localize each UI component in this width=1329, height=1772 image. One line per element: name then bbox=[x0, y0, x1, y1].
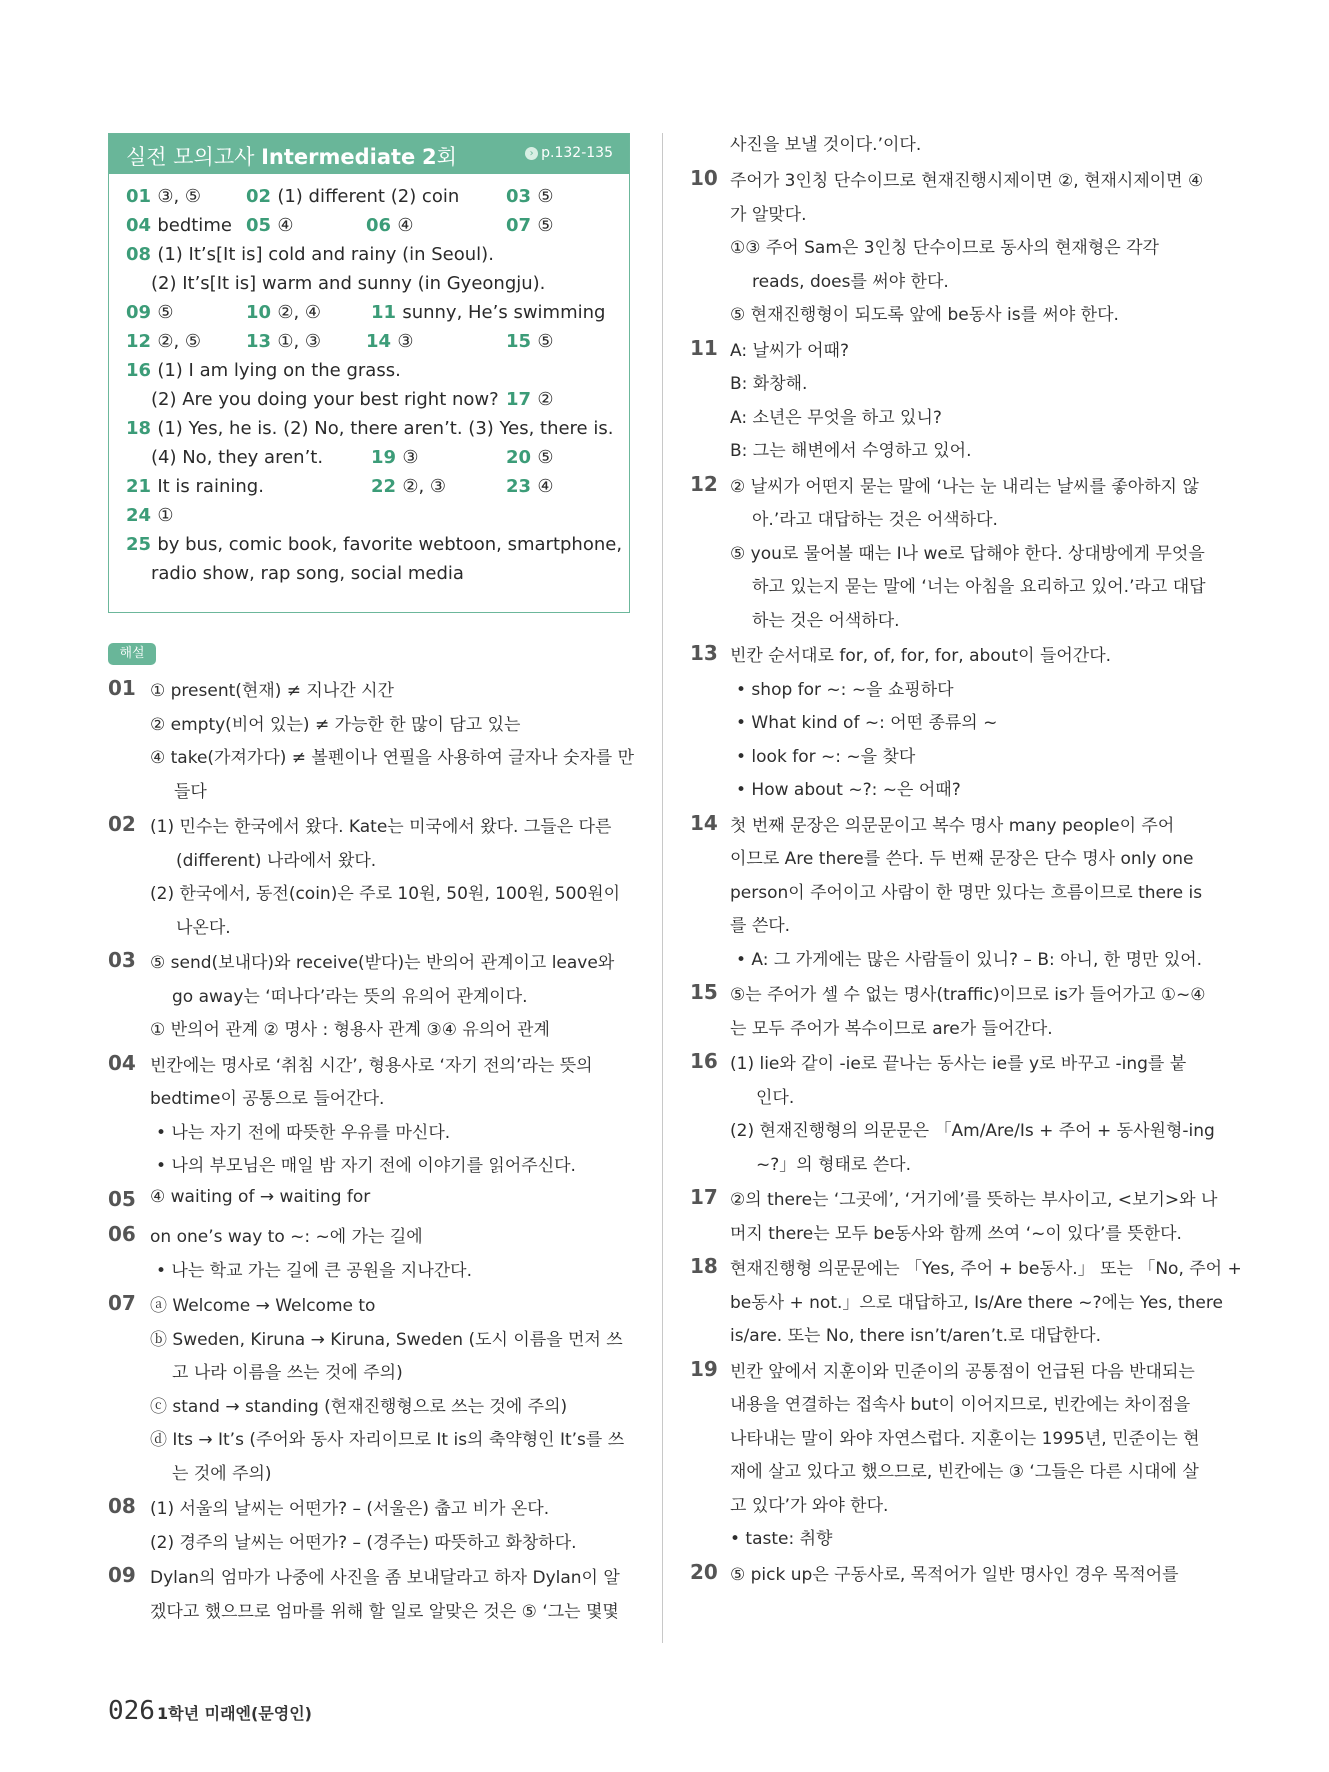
entry-line: 아.’라고 대답하는 것은 어색하다. bbox=[752, 510, 998, 530]
answer-text: ⑤ bbox=[537, 331, 554, 352]
answer-text: It is raining. bbox=[157, 476, 264, 497]
entry-number: 02 bbox=[108, 812, 136, 836]
answer-item bbox=[506, 215, 553, 236]
entry-line: ②의 there는 ‘그곳에’, ‘거기에’를 뜻하는 부사이고, <보기>와 나 bbox=[730, 1190, 1218, 1210]
entry-line: 는 것에 주의) bbox=[172, 1463, 272, 1484]
entry-number: 08 bbox=[108, 1494, 136, 1518]
entry-number: 18 bbox=[690, 1254, 718, 1278]
answer-number: 04 bbox=[126, 215, 158, 236]
answer-text: (1) Yes, he is. (2) No, there aren’t. (3) Yes, there is. bbox=[157, 418, 614, 439]
entry-number: 03 bbox=[108, 948, 136, 972]
answer-number: 02 bbox=[246, 186, 278, 207]
entry-line: is/are. 또는 No, there isn’t/aren’t.로 대답한다. bbox=[730, 1326, 1101, 1346]
entry-line: 첫 번째 문장은 의문문이고 복수 명사 many people이 주어 bbox=[730, 815, 1175, 836]
answer-number: 06 bbox=[366, 215, 398, 236]
answer-item bbox=[126, 418, 613, 439]
answer-item bbox=[151, 447, 323, 468]
answer-number: 20 bbox=[506, 447, 538, 468]
page-ref-text: p.132-135 bbox=[541, 145, 613, 161]
answer-number: 15 bbox=[506, 331, 538, 352]
answer-item bbox=[506, 186, 553, 207]
entry-line: (2) 현재진행형의 의문문은 「Am/Are/Is + 주어 + 동사원형-ing bbox=[730, 1121, 1215, 1141]
answer-text: ③ bbox=[397, 331, 414, 352]
answer-text: ⑤ bbox=[537, 447, 554, 468]
entry-line: ⑤ you로 물어볼 때는 I나 we로 답해야 한다. 상대방에게 무엇을 bbox=[730, 543, 1205, 564]
entry-line: 주어가 3인칭 단수이므로 현재진행시제이면 ②, 현재시제이면 ④ bbox=[730, 171, 1204, 191]
entry-line: 나온다. bbox=[176, 917, 231, 938]
answer-item bbox=[246, 186, 459, 207]
answer-item bbox=[246, 302, 321, 323]
answer-item bbox=[246, 215, 293, 236]
answer-item bbox=[366, 331, 413, 352]
column-divider bbox=[662, 133, 663, 1643]
answer-text: ① bbox=[157, 505, 174, 526]
answer-item bbox=[126, 186, 201, 207]
entry-line: person이 주어이고 사람이 한 명만 있다는 흐름이므로 there is bbox=[730, 882, 1203, 903]
entry-line: on one’s way to ~: ~에 가는 길에 bbox=[150, 1227, 423, 1247]
answer-text: ⑤ bbox=[537, 215, 554, 236]
entry-line: • 나는 자기 전에 따뜻한 우유를 마신다. bbox=[156, 1122, 451, 1143]
answer-number: 19 bbox=[371, 447, 403, 468]
answer-item bbox=[506, 447, 553, 468]
answer-item bbox=[246, 331, 321, 352]
entry-line: be동사 + not.」으로 대답하고, Is/Are there ~?에는 Yes, there bbox=[730, 1292, 1223, 1313]
answer-text: ②, ④ bbox=[277, 302, 322, 323]
entry-line: ①③ 주어 Sam은 3인칭 단수이므로 동사의 현재형은 각각 bbox=[730, 238, 1159, 258]
answer-item bbox=[506, 331, 553, 352]
answer-text: (4) No, they aren’t. bbox=[151, 447, 324, 468]
page-reference bbox=[525, 145, 613, 161]
entry-number: 10 bbox=[690, 166, 718, 190]
answer-number: 13 bbox=[246, 331, 278, 352]
entry-number: 04 bbox=[108, 1050, 136, 1075]
entry-line: bedtime이 공통으로 들어간다. bbox=[150, 1089, 385, 1109]
entry-line: • 나의 부모님은 매일 밤 자기 전에 이야기를 읽어주신다. bbox=[156, 1156, 576, 1176]
answer-number: 12 bbox=[126, 331, 158, 352]
answer-text: (1) different (2) coin bbox=[277, 186, 460, 207]
answer-text: (1) I am lying on the grass. bbox=[157, 360, 401, 381]
entry-line: 를 쓴다. bbox=[730, 916, 791, 936]
answer-item bbox=[371, 302, 605, 323]
answer-text: bedtime bbox=[157, 215, 232, 236]
answer-text: ② bbox=[537, 389, 554, 410]
answer-item bbox=[151, 563, 464, 584]
entry-line: • taste: 취향 bbox=[730, 1529, 833, 1549]
entry-line: (1) 서울의 날씨는 어떤가? – (서울은) 춥고 비가 온다. bbox=[150, 1499, 550, 1519]
entry-line: 겠다고 했으므로 엄마를 위해 할 일로 알맞은 것은 ⑤ ‘그는 몇몇 bbox=[150, 1601, 619, 1622]
answer-text: ①, ③ bbox=[277, 331, 322, 352]
entry-line: 하고 있는지 묻는 말에 ‘너는 아침을 요리하고 있어.’라고 대답 bbox=[752, 577, 1206, 597]
answer-item bbox=[126, 360, 401, 381]
entry-line: go away는 ‘떠나다’라는 뜻의 유의어 관계이다. bbox=[172, 986, 528, 1007]
entry-line: ⓐ Welcome → Welcome to bbox=[150, 1296, 376, 1316]
answer-item bbox=[506, 389, 553, 410]
entry-number: 13 bbox=[690, 641, 718, 665]
entry-line: • What kind of ~: 어떤 종류의 ~ bbox=[736, 713, 998, 733]
entry-line: (different) 나라에서 왔다. bbox=[176, 850, 377, 871]
entry-number: 17 bbox=[690, 1185, 718, 1209]
answer-number: 11 bbox=[371, 302, 403, 323]
answer-number: 22 bbox=[371, 476, 403, 497]
answer-number: 07 bbox=[506, 215, 538, 236]
entry-number: 12 bbox=[690, 471, 718, 496]
entry-line: ④ waiting of → waiting for bbox=[150, 1186, 371, 1207]
answer-item bbox=[126, 302, 173, 323]
entry-line: 빈칸 앞에서 지훈이와 민준이의 공통점이 언급된 다음 반대되는 bbox=[730, 1361, 1195, 1382]
answer-item bbox=[126, 476, 264, 497]
entry-line: (2) 한국에서, 동전(coin)은 주로 10원, 50원, 100원, 500원이 bbox=[150, 884, 621, 904]
entry-line: 내용을 연결하는 접속사 but이 이어지므로, 빈칸에는 차이점을 bbox=[730, 1395, 1191, 1415]
chevron-right-icon: › bbox=[525, 147, 538, 160]
entry-number: 07 bbox=[108, 1291, 136, 1315]
entry-line: (1) lie와 같이 -ie로 끝나는 동사는 ie를 y로 바꾸고 -ing를 붙 bbox=[730, 1054, 1187, 1074]
entry-line: • How about ~?: ~은 어때? bbox=[736, 780, 961, 800]
answer-text: ③ bbox=[402, 447, 419, 468]
title-round-num: 2 bbox=[422, 145, 437, 169]
answer-number: 14 bbox=[366, 331, 398, 352]
entry-line: • A: 그 가게에는 많은 사람들이 있니? – B: 아니, 한 명만 있어. bbox=[736, 949, 1203, 970]
answer-number: 09 bbox=[126, 302, 158, 323]
entry-line: ① present(현재) ≠ 지나간 시간 bbox=[150, 681, 394, 701]
book-title: 1학년 미래엔(문영인) bbox=[157, 1704, 312, 1723]
entry-number: 06 bbox=[108, 1222, 136, 1246]
answer-item bbox=[506, 476, 553, 497]
entry-line: ⑤ 현재진행형이 되도록 앞에 be동사 is를 써야 한다. bbox=[730, 305, 1119, 325]
entry-line: 는 모두 주어가 복수이므로 are가 들어간다. bbox=[730, 1018, 1053, 1039]
answer-item bbox=[126, 331, 201, 352]
entry-line: (1) 민수는 한국에서 왔다. Kate는 미국에서 왔다. 그들은 다른 bbox=[150, 817, 612, 837]
entry-line: 머지 there는 모두 be동사와 함께 쓰여 ‘~이 있다’를 뜻한다. bbox=[730, 1223, 1182, 1244]
answer-number: 24 bbox=[126, 505, 158, 526]
entry-line: ~?」의 형태로 쓴다. bbox=[756, 1154, 912, 1175]
answer-text: ②, ⑤ bbox=[157, 331, 202, 352]
answer-item bbox=[151, 389, 499, 410]
answer-text: ④ bbox=[277, 215, 294, 236]
page-number: 026 bbox=[108, 1696, 155, 1726]
entry-line: B: 화창해. bbox=[730, 374, 808, 394]
entry-line: 이므로 Are there를 쓴다. 두 번째 문장은 단수 명사 only one bbox=[730, 849, 1194, 869]
entry-number: 05 bbox=[108, 1186, 136, 1211]
answer-text: (2) Are you doing your best right now? bbox=[151, 389, 499, 410]
answer-number: 01 bbox=[126, 186, 158, 207]
answer-number: 03 bbox=[506, 186, 538, 207]
answer-number: 21 bbox=[126, 476, 158, 497]
answer-text: ⑤ bbox=[537, 186, 554, 207]
title-level: Intermediate bbox=[261, 145, 416, 169]
entry-line: 현재진행형 의문문에는 「Yes, 주어 + be동사.」 또는 「No, 주어 + bbox=[730, 1259, 1242, 1279]
answer-text: (1) It’s[It is] cold and rainy (in Seoul). bbox=[157, 244, 494, 265]
entry-line: ⑤는 주어가 셀 수 없는 명사(traffic)이므로 is가 들어가고 ①~④ bbox=[730, 985, 1206, 1005]
entry-line: ② empty(비어 있는) ≠ 가능한 한 많이 담고 있는 bbox=[150, 714, 521, 735]
answer-number: 05 bbox=[246, 215, 278, 236]
entry-number: 16 bbox=[690, 1049, 718, 1073]
entry-line: 빈칸에는 명사로 ‘취침 시간’, 형용사로 ‘자기 전의’라는 뜻의 bbox=[150, 1055, 593, 1076]
answer-item bbox=[126, 244, 494, 265]
answer-text: sunny, He’s swimming bbox=[402, 302, 606, 323]
entry-line: (2) 경주의 날씨는 어떤가? – (경주는) 따뜻하고 화창하다. bbox=[150, 1532, 577, 1553]
entry-line: 빈칸 순서대로 for, of, for, for, about이 들어간다. bbox=[730, 646, 1112, 666]
entry-line: • shop for ~: ~을 쇼핑하다 bbox=[736, 679, 954, 700]
answer-text: ④ bbox=[397, 215, 414, 236]
answer-box-title bbox=[126, 141, 457, 171]
answer-number: 08 bbox=[126, 244, 158, 265]
entry-line: ⑤ pick up은 구동사로, 목적어가 일반 명사인 경우 목적어를 bbox=[730, 1564, 1179, 1585]
entry-line: ⓑ Sweden, Kiruna → Kiruna, Sweden (도시 이름을 먼저 쓰 bbox=[150, 1329, 623, 1350]
entry-number: 19 bbox=[690, 1356, 718, 1381]
entry-number: 01 bbox=[108, 676, 136, 700]
answer-item bbox=[151, 273, 545, 294]
answer-text: ⑤ bbox=[157, 302, 174, 323]
entry-line: A: 소년은 무엇을 하고 있니? bbox=[730, 407, 942, 428]
answer-item bbox=[366, 215, 413, 236]
answer-box bbox=[108, 133, 630, 613]
entry-number: 11 bbox=[690, 335, 718, 360]
entry-line: ① 반의어 관계 ② 명사 : 형용사 관계 ③④ 유의어 관계 bbox=[150, 1020, 550, 1040]
entry-line: ② 날씨가 어떤지 묻는 말에 ‘나는 눈 내리는 날씨를 좋아하지 않 bbox=[730, 476, 1199, 497]
entry-line: 하는 것은 어색하다. bbox=[752, 610, 900, 631]
answer-text: (2) It’s[It is] warm and sunny (in Gyeongju). bbox=[151, 273, 546, 294]
entry-line: Dylan의 엄마가 나중에 사진을 좀 보내달라고 하자 Dylan이 알 bbox=[150, 1568, 620, 1588]
entry-line: • 나는 학교 가는 길에 큰 공원을 지나간다. bbox=[156, 1260, 473, 1281]
answer-number: 23 bbox=[506, 476, 538, 497]
answer-number: 25 bbox=[126, 534, 158, 555]
answer-number: 18 bbox=[126, 418, 158, 439]
explanation-label: 해설 bbox=[108, 643, 156, 665]
entry-line: ④ take(가져가다) ≠ 볼펜이나 연필을 사용하여 글자나 숫자를 만 bbox=[150, 748, 635, 768]
answer-text: ④ bbox=[537, 476, 554, 497]
answer-number: 17 bbox=[506, 389, 538, 410]
entry-line: B: 그는 해변에서 수영하고 있어. bbox=[730, 441, 972, 461]
entry-line: 고 있다’가 와야 한다. bbox=[730, 1495, 889, 1516]
continued-line: 사진을 보낼 것이다.’이다. bbox=[730, 135, 922, 155]
entry-number: 20 bbox=[690, 1559, 718, 1584]
answer-text: by bus, comic book, favorite webtoon, smartphone, bbox=[157, 534, 623, 555]
entry-line: ⓒ stand → standing (현재진행형으로 쓰는 것에 주의) bbox=[150, 1396, 568, 1417]
answer-item bbox=[126, 215, 232, 236]
answer-number: 10 bbox=[246, 302, 278, 323]
entry-line: 들다 bbox=[174, 781, 207, 802]
answer-box-header bbox=[109, 134, 629, 174]
entry-line: 인다. bbox=[756, 1087, 795, 1108]
title-round-suffix: 회 bbox=[436, 145, 457, 169]
title-prefix: 실전 모의고사 bbox=[126, 145, 255, 169]
answer-text: ③, ⑤ bbox=[157, 186, 202, 207]
entry-line: 나타내는 말이 와야 자연스럽다. 지훈이는 1995년, 민준이는 현 bbox=[730, 1428, 1200, 1449]
entry-line: ⑤ send(보내다)와 receive(받다)는 반의어 관계이고 leave와 bbox=[150, 953, 615, 973]
answer-number: 16 bbox=[126, 360, 158, 381]
entry-number: 09 bbox=[108, 1563, 136, 1587]
entry-line: • look for ~: ~을 찾다 bbox=[736, 746, 916, 767]
answer-text: ②, ③ bbox=[402, 476, 447, 497]
entry-number: 14 bbox=[690, 810, 718, 835]
entry-line: 재에 살고 있다고 했으므로, 빈칸에는 ③ ‘그들은 다른 시대에 살 bbox=[730, 1462, 1199, 1482]
answer-item bbox=[371, 447, 418, 468]
entry-line: A: 날씨가 어때? bbox=[730, 340, 849, 361]
answer-text: radio show, rap song, social media bbox=[151, 563, 464, 584]
answer-item bbox=[371, 476, 446, 497]
entry-line: reads, does를 써야 한다. bbox=[752, 271, 949, 292]
entry-line: 가 알맞다. bbox=[730, 204, 807, 225]
entry-line: 고 나라 이름을 쓰는 것에 주의) bbox=[172, 1363, 403, 1383]
answer-item bbox=[126, 534, 622, 555]
answer-item bbox=[126, 505, 173, 526]
entry-line: ⓓ Its → It’s (주어와 동사 자리이므로 It is의 축약형인 It’s를 쓰 bbox=[150, 1430, 625, 1450]
entry-number: 15 bbox=[690, 980, 718, 1004]
